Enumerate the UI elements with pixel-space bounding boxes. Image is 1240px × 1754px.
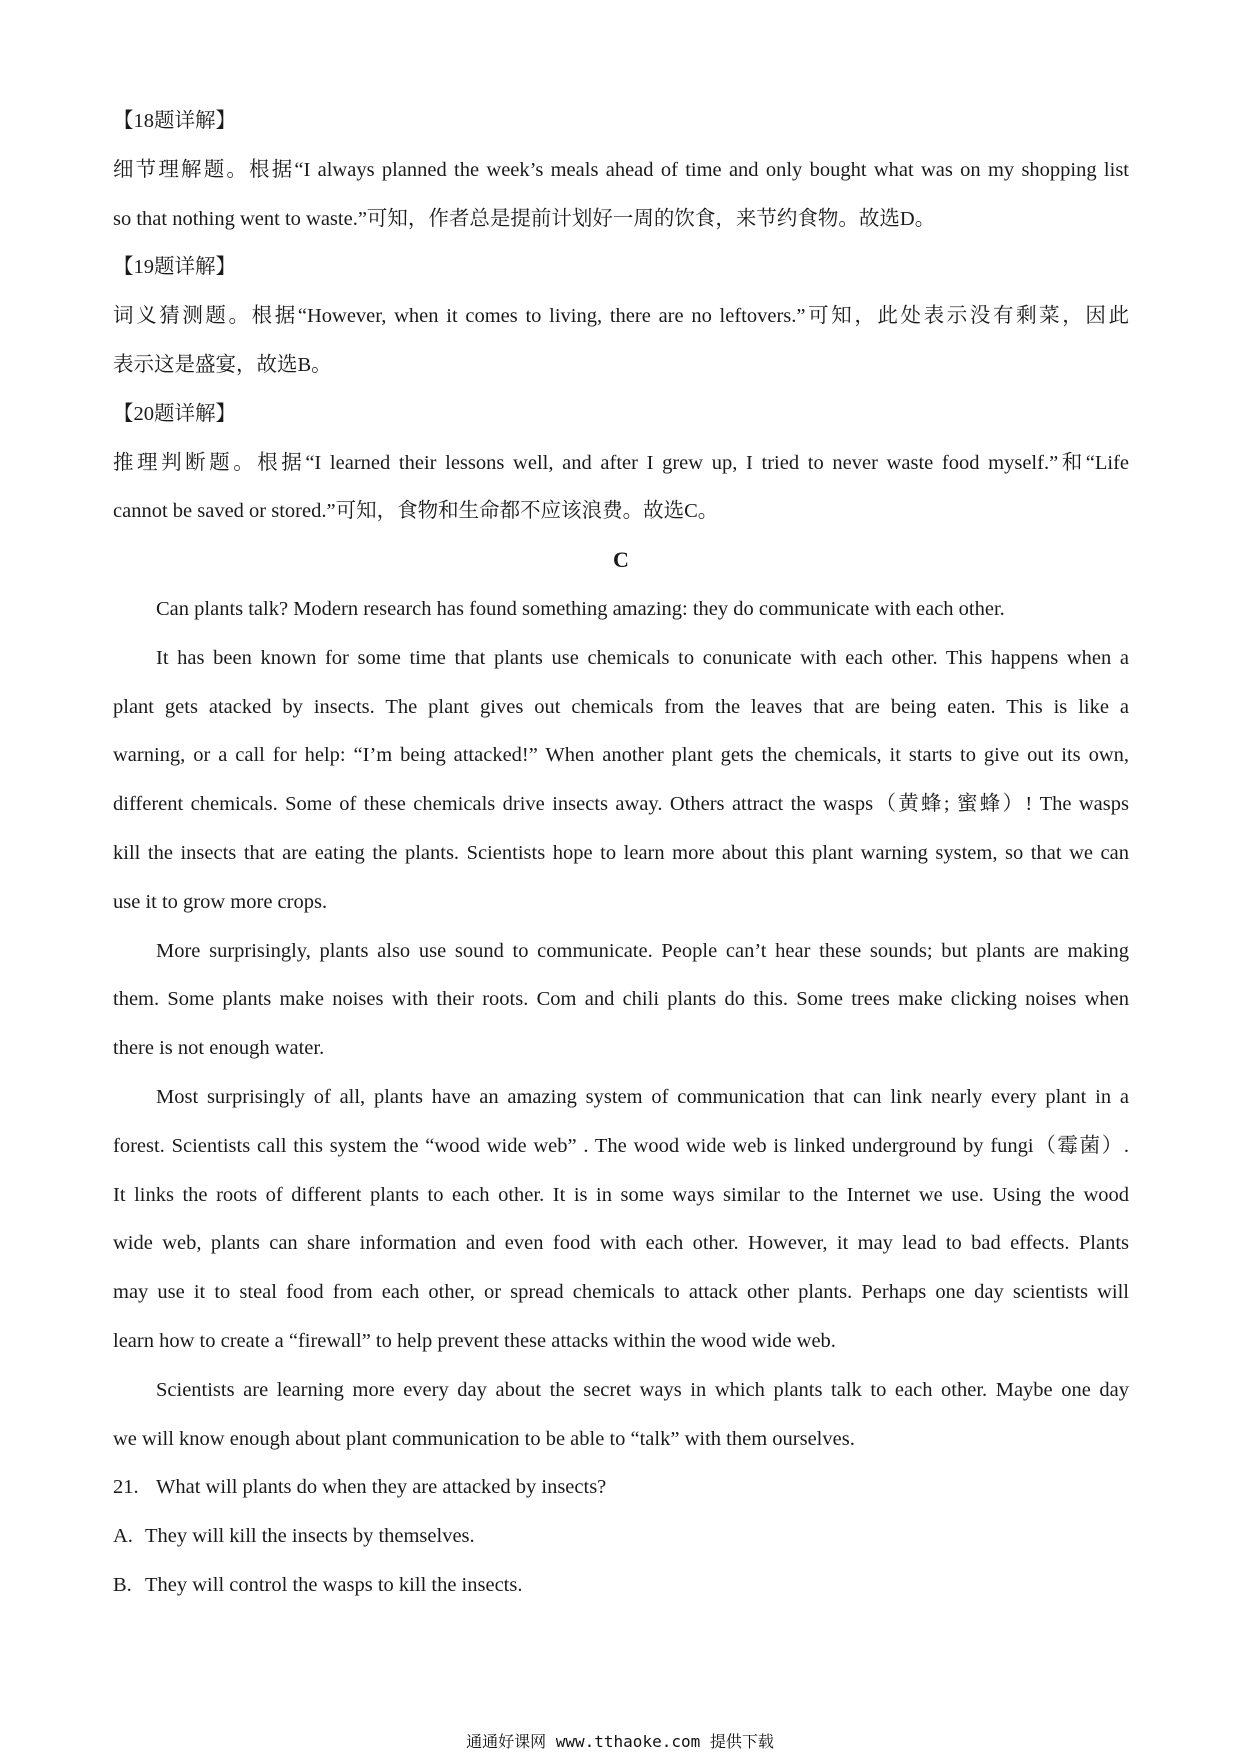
passage-line: there is not enough water. [113, 1037, 325, 1060]
passage-title: C [613, 547, 629, 573]
passage-line: It has been known for some time that plants use chemicals to conunicate with each other. This happens when a [156, 646, 1129, 669]
passage-line: More surprisingly, plants also use sound to communicate. People can’t hear these sounds; but plants are making [156, 939, 1129, 962]
question-number: 21. [113, 1476, 139, 1499]
question-text: What will plants do when they are attacked by insects? [156, 1476, 607, 1499]
passage-line: Can plants talk? Modern research has found something amazing: they do communicate with each other. [156, 597, 1005, 620]
option-letter: B. [113, 1573, 132, 1596]
passage-line: Scientists are learning more every day about the secret ways in which plants talk to each other. Maybe one day [156, 1378, 1129, 1401]
passage-paragraph-4 [113, 1073, 1129, 1366]
passage-paragraph-2 [113, 634, 1129, 927]
section-heading: 【20题详解】 [113, 402, 236, 425]
passage-paragraph-1 [113, 585, 1129, 634]
passage-line: Most surprisingly of all, plants have an amazing system of communication that can link nearly every plant in a [156, 1085, 1129, 1108]
question-21 [113, 1463, 1129, 1512]
passage-line: It links the roots of different plants to each other. It is in some ways similar to the Internet we use. Using the wood [113, 1183, 1129, 1206]
section-line: 推理判断题。根据“I learned their lessons well, and after I grew up, I tried to never waste food myself.”和“Life [113, 451, 1129, 474]
section-line: 细节理解题。根据“I always planned the week’s meals ahead of time and only bought what was on my shopping list [113, 158, 1129, 181]
passage-line: forest. Scientists call this system the “wood wide web” . The wood wide web is linked underground by fungi（霉菌）. [113, 1134, 1129, 1157]
passage-line: kill the insects that are eating the plants. Scientists hope to learn more about this plant warning system, so that we can [113, 841, 1129, 864]
option-text: They will kill the insects by themselves. [145, 1525, 475, 1548]
option-b[interactable] [113, 1561, 1129, 1610]
section-heading: 【18题详解】 [113, 110, 236, 132]
option-text: They will control the wasps to kill the insects. [145, 1573, 523, 1596]
page-footer: 通通好课网 www.tthaoke.com 提供下载 [466, 1732, 774, 1751]
passage-line: warning, or a call for help: “I’m being attacked!” When another plant gets the chemicals, it starts to give out its own, [113, 744, 1129, 767]
passage-line: may use it to steal food from each other, or spread chemicals to attack other plants. Perhaps one day scientists will [113, 1281, 1129, 1304]
section-20 [113, 390, 1129, 536]
section-line: so that nothing went to waste.”可知，作者总是提前计划好一周的饮食，来节约食物。故选D。 [113, 207, 936, 230]
passage-line: use it to grow more crops. [113, 890, 328, 913]
section-line: cannot be saved or stored.”可知，食物和生命都不应该浪费。故选C。 [113, 500, 719, 523]
section-heading: 【19题详解】 [113, 256, 236, 279]
section-19 [113, 243, 1129, 389]
passage-paragraph-5 [113, 1366, 1129, 1464]
passage-line: them. Some plants make noises with their roots. Com and chili plants do this. Some trees make clicking noises when [113, 988, 1129, 1011]
section-line: 表示这是盛宴，故选B。 [113, 353, 332, 376]
passage-line: wide web, plants can share information and even food with each other. However, it may lead to bad effects. Plants [113, 1232, 1129, 1255]
passage-line: learn how to create a “firewall” to help prevent these attacks within the wood wide web. [113, 1329, 836, 1352]
passage-paragraph-3 [113, 927, 1129, 1073]
section-18 [113, 97, 1129, 243]
document-page [113, 97, 1129, 1610]
passage-line: we will know enough about plant communication to be able to “talk” with them ourselves. [113, 1427, 855, 1450]
option-a[interactable] [113, 1512, 1129, 1561]
option-letter: A. [113, 1525, 133, 1548]
passage-line: plant gets atacked by insects. The plant gives out chemicals from the leaves that are being eaten. This is like a [113, 695, 1129, 718]
section-line: 词义猜测题。根据“However, when it comes to living, there are no leftovers.”可知，此处表示没有剩菜，因此 [113, 305, 1129, 328]
passage-line: different chemicals. Some of these chemicals drive insects away. Others attract the wasps（黄蜂; 蜜蜂）! The wasps [113, 793, 1129, 816]
